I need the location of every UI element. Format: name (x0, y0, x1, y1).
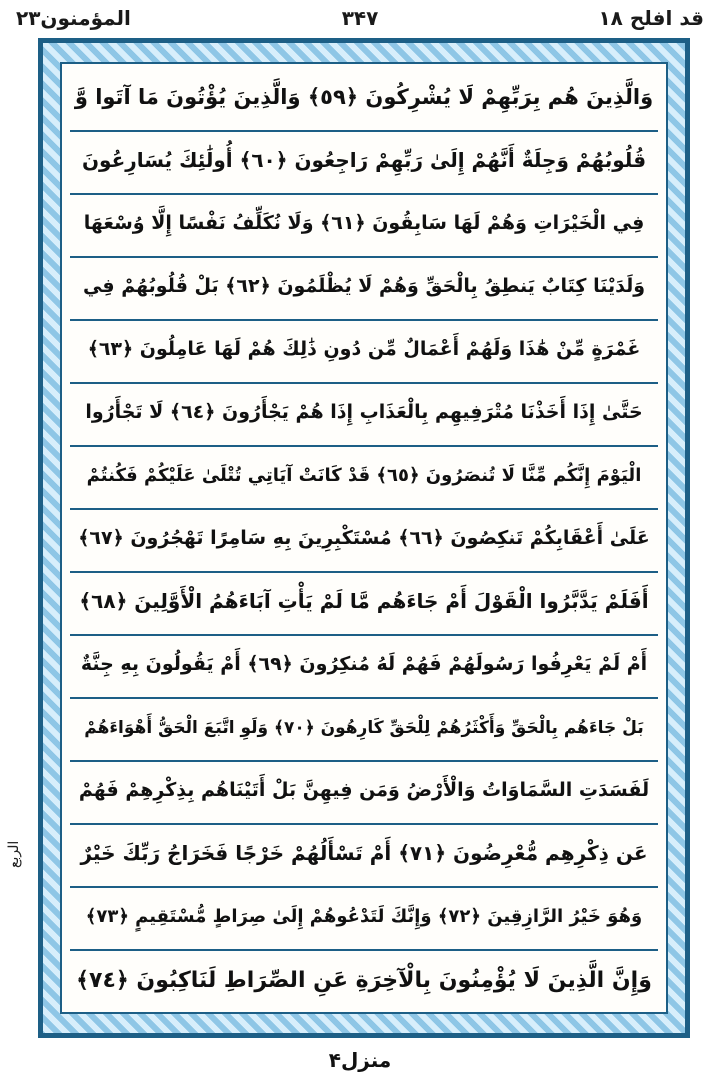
verse-line (70, 820, 658, 888)
verse-line (70, 631, 658, 699)
verse-line-text: وَلَدَيْنَا كِتَابٌ يَنطِقُ بِالْحَقِّ وَهُمْ لَا يُظْلَمُونَ ﴿٦٢﴾ بَلْ قُلُوبُهُمْ فِي (82, 275, 646, 297)
verse-line-text: حَتَّىٰ إِذَا أَخَذْنَا مُتْرَفِيهِم بِالْعَذَابِ إِذَا هُمْ يَجْأَرُونَ ﴿٦٤﴾ لَا تَجْأَرُوا (85, 401, 643, 423)
verse-line (70, 379, 658, 447)
verse-line (70, 253, 658, 321)
rub-margin-marker: الربع (6, 840, 22, 868)
verse-line (70, 127, 658, 195)
verse-line-text: عَن ذِكْرِهِم مُّعْرِضُونَ ﴿٧١﴾ أَمْ تَسْأَلُهُمْ خَرْجًا فَخَرَاجُ رَبِّكَ خَيْرٌ (80, 841, 648, 865)
verse-line-text: أَفَلَمْ يَدَّبَّرُوا الْقَوْلَ أَمْ جَاءَهُم مَّا لَمْ يَأْتِ آبَاءَهُمُ الْأَوَّلِينَ ﴿٦٨﴾ (79, 589, 649, 613)
page-number: ۳۴۷ (341, 6, 379, 30)
verse-line-text: وَالَّذِينَ هُم بِرَبِّهِمْ لَا يُشْرِكُونَ ﴿٥٩﴾ وَالَّذِينَ يُؤْتُونَ مَا آتَوا وَّ (74, 85, 654, 109)
verse-line-text: لَفَسَدَتِ السَّمَاوَاتُ وَالْأَرْضُ وَمَن فِيهِنَّ بَلْ أَتَيْنَاهُم بِذِكْرِهِمْ فَهُمْ (78, 779, 650, 801)
verse-line (70, 757, 658, 825)
verse-line-text: وَهُوَ خَيْرُ الرَّازِقِينَ ﴿٧٢﴾ وَإِنَّكَ لَتَدْعُوهُمْ إِلَىٰ صِرَاطٍ مُّسْتَقِيمٍ ﴿٧٣﴾ (85, 905, 643, 927)
verse-line (70, 190, 658, 258)
verse-line-text: قُلُوبُهُمْ وَجِلَةٌ أَنَّهُمْ إِلَىٰ رَبِّهِمْ رَاجِعُونَ ﴿٦٠﴾ أُولَٰئِكَ يُسَارِعُونَ (81, 148, 647, 172)
manzil-footer: منزل۴ (328, 1048, 392, 1072)
text-panel (60, 62, 668, 1014)
verse-line-text: وَإِنَّ الَّذِينَ لَا يُؤْمِنُونَ بِالْآخِرَةِ عَنِ الصِّرَاطِ لَنَاكِبُونَ ﴿٧٤﴾ (76, 967, 652, 993)
verse-line-text: عَلَىٰ أَعْقَابِكُمْ تَنكِصُونَ ﴿٦٦﴾ مُسْتَكْبِرِينَ بِهِ سَامِرًا تَهْجُرُونَ ﴿٦٧﴾ (78, 527, 650, 549)
verse-line (70, 316, 658, 384)
verse-line (70, 505, 658, 573)
verse-line-text: غَمْرَةٍ مِّنْ هَٰذَا وَلَهُمْ أَعْمَالٌ مِّن دُونِ ذَٰلِكَ هُمْ لَهَا عَامِلُونَ ﴿٦٣﴾ (87, 338, 641, 360)
verse-line (70, 694, 658, 762)
verse-line-text: بَلْ جَاءَهُم بِالْحَقِّ وَأَكْثَرُهُمْ لِلْحَقِّ كَارِهُونَ ﴿٧٠﴾ وَلَوِ اتَّبَعَ الْحَقُّ أَهْوَاءَهُمْ (84, 717, 644, 738)
ornamental-border (38, 38, 690, 1038)
verse-line (70, 568, 658, 636)
verse-line-text: فِي الْخَيْرَاتِ وَهُمْ لَهَا سَابِقُونَ ﴿٦١﴾ وَلَا نُكَلِّفُ نَفْسًا إِلَّا وُسْعَهَا (83, 212, 645, 234)
verse-line (70, 64, 658, 132)
juz-name-header: قد افلح ۱۸ (598, 6, 704, 30)
verse-line (70, 442, 658, 510)
verse-line (70, 946, 658, 1014)
verse-line-text: الْيَوْمَ إِنَّكُم مِّنَّا لَا تُنصَرُونَ ﴿٦٥﴾ قَدْ كَانَتْ آيَاتِي تُتْلَىٰ عَلَيْكُمْ فَكُنتُمْ (86, 464, 642, 486)
surah-name-header: المؤمنون۲۳ (16, 6, 131, 30)
verse-line-text: أَمْ لَمْ يَعْرِفُوا رَسُولَهُمْ فَهُمْ لَهُ مُنكِرُونَ ﴿٦٩﴾ أَمْ يَقُولُونَ بِهِ جِنَّةٌ (80, 653, 648, 675)
verse-line (70, 883, 658, 951)
